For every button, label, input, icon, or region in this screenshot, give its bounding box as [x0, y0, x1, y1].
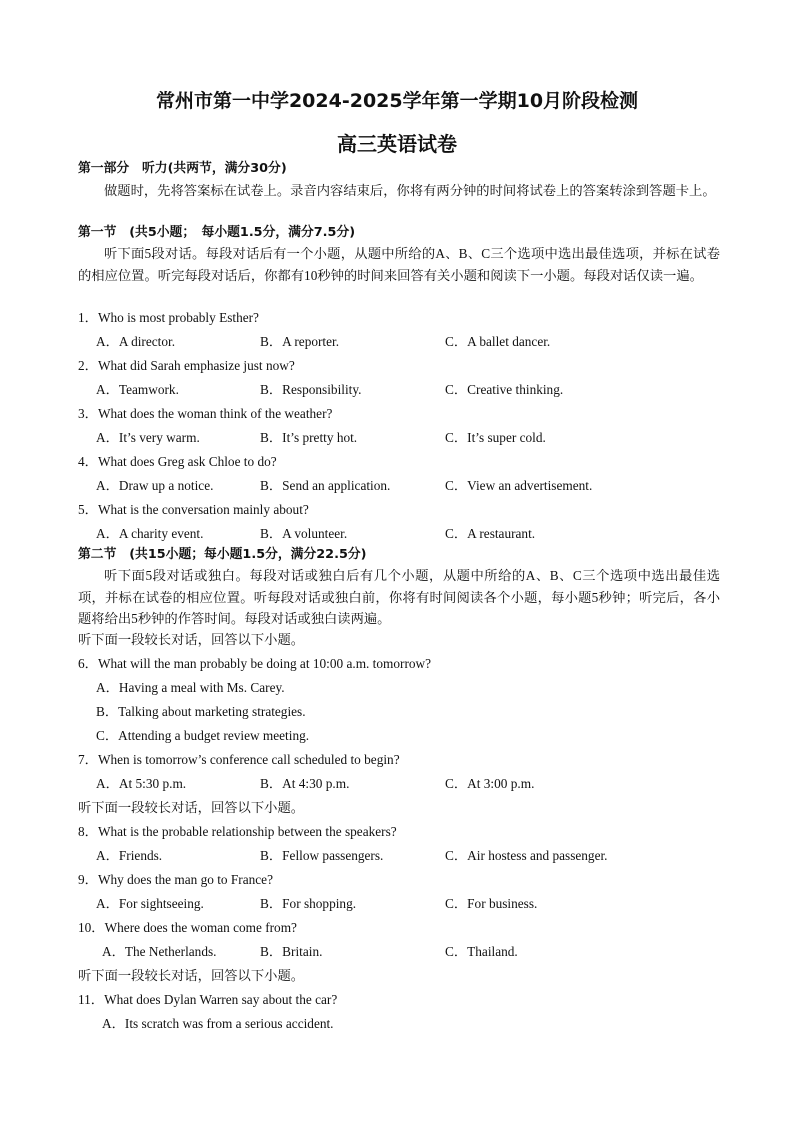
question-6-stem: 6．What will the man probably be doing at 10:00 a.m. tomorrow?	[78, 656, 432, 671]
question-1-option-b: B．A reporter.	[260, 334, 340, 349]
question-8-option-c: C．Air hostess and passenger.	[445, 848, 608, 863]
question-7-stem: 7．When is tomorrow’s conference call scheduled to begin?	[78, 752, 400, 767]
question-9-option-b: B．For shopping.	[260, 896, 357, 911]
exam-title: 常州市第一中学2024-2025学年第一学期10月阶段检测	[155, 90, 639, 112]
long-conversation-intro: 听下面一段较长对话，回答以下小题。	[78, 968, 305, 983]
long-conversation-intro: 听下面一段较长对话，回答以下小题。	[78, 632, 305, 647]
question-4-stem: 4．What does Greg ask Chloe to do?	[78, 454, 277, 469]
question-5-option-b: B．A volunteer.	[260, 526, 348, 541]
question-8-option-b: B．Fellow passengers.	[260, 848, 384, 863]
question-5-option-c: C．A restaurant.	[445, 526, 536, 541]
long-conversation-intro: 听下面一段较长对话，回答以下小题。	[78, 800, 305, 815]
section1-heading: 第一节 (共5小题； 每小题1.5分，满分7.5分)	[78, 225, 356, 240]
exam-subtitle: 高三英语试卷	[337, 132, 457, 156]
question-9-option-a: A．For sightseeing.	[96, 896, 204, 911]
question-6-option-c: C．Attending a budget review meeting.	[96, 728, 310, 743]
question-3-stem: 3．What does the woman think of the weather?	[78, 406, 333, 421]
question-10-option-b: B．Britain.	[260, 944, 323, 959]
question-2-option-a: A．Teamwork.	[96, 382, 179, 397]
section2-heading: 第二节 (共15小题；每小题1.5分，满分22.5分)	[78, 547, 367, 562]
question-4-option-c: C．View an advertisement.	[445, 478, 593, 493]
question-5-option-a: A．A charity event.	[96, 526, 204, 541]
question-11-stem: 11．What does Dylan Warren say about the car?	[78, 992, 338, 1007]
question-3-option-a: A．It’s very warm.	[96, 430, 200, 445]
question-8-stem: 8．What is the probable relationship between the speakers?	[78, 824, 397, 839]
question-7-option-c: C．At 3:00 p.m.	[445, 776, 535, 791]
question-6-option-a: A．Having a meal with Ms. Carey.	[96, 680, 285, 695]
question-3-option-b: B．It’s pretty hot.	[260, 430, 358, 445]
question-1-stem: 1．Who is most probably Esther?	[78, 310, 259, 325]
part1-heading: 第一部分 听力(共两节，满分30分)	[78, 161, 287, 176]
question-2-option-c: C．Creative thinking.	[445, 382, 564, 397]
question-3-option-c: C．It’s super cold.	[445, 430, 546, 445]
question-5-stem: 5．What is the conversation mainly about?	[78, 502, 309, 517]
question-4-option-b: B．Send an application.	[260, 478, 391, 493]
question-7-option-a: A．At 5:30 p.m.	[96, 776, 187, 791]
question-1-option-a: A．A director.	[96, 334, 176, 349]
question-9-stem: 9．Why does the man go to France?	[78, 872, 273, 887]
question-2-stem: 2．What did Sarah emphasize just now?	[78, 358, 295, 373]
question-4-option-a: A．Draw up a notice.	[96, 478, 214, 493]
question-9-option-c: C．For business.	[445, 896, 538, 911]
section2-instruction: 听下面5段对话或独白。每段对话或独白后有几个小题，从题中所给的A、B、C三个选项中选出最佳选项，并标在试卷的相应位置。听每段对话或独白前，你将有时间阅读各个小题，每小题5秒钟；听完后，各小题将给出5秒钟的作答时间。每段对话或独白读两遍。	[78, 568, 720, 626]
question-1-option-c: C．A ballet dancer.	[445, 334, 551, 349]
part1-instruction: 做题时，先将答案标在试卷上。录音内容结束后，你将有两分钟的时间将试卷上的答案转涂到答题卡上。	[104, 183, 716, 198]
question-2-option-b: B．Responsibility.	[260, 382, 362, 397]
question-10-stem: 10．Where does the woman come from?	[78, 920, 297, 935]
question-10-option-a: A．The Netherlands.	[102, 944, 217, 959]
question-10-option-c: C．Thailand.	[445, 944, 518, 959]
question-8-option-a: A．Friends.	[96, 848, 163, 863]
question-6-option-b: B．Talking about marketing strategies.	[96, 704, 306, 719]
question-7-option-b: B．At 4:30 p.m.	[260, 776, 350, 791]
question-11-option-a: A．Its scratch was from a serious accident.	[102, 1016, 334, 1031]
section1-instruction: 听下面5段对话。每段对话后有一个小题，从题中所给的A、B、C三个选项中选出最佳选项，并标在试卷的相应位置。听完每段对话后，你都有10秒钟的时间来回答有关小题和阅读下一小题。每段对话仅读一遍。	[78, 246, 720, 283]
